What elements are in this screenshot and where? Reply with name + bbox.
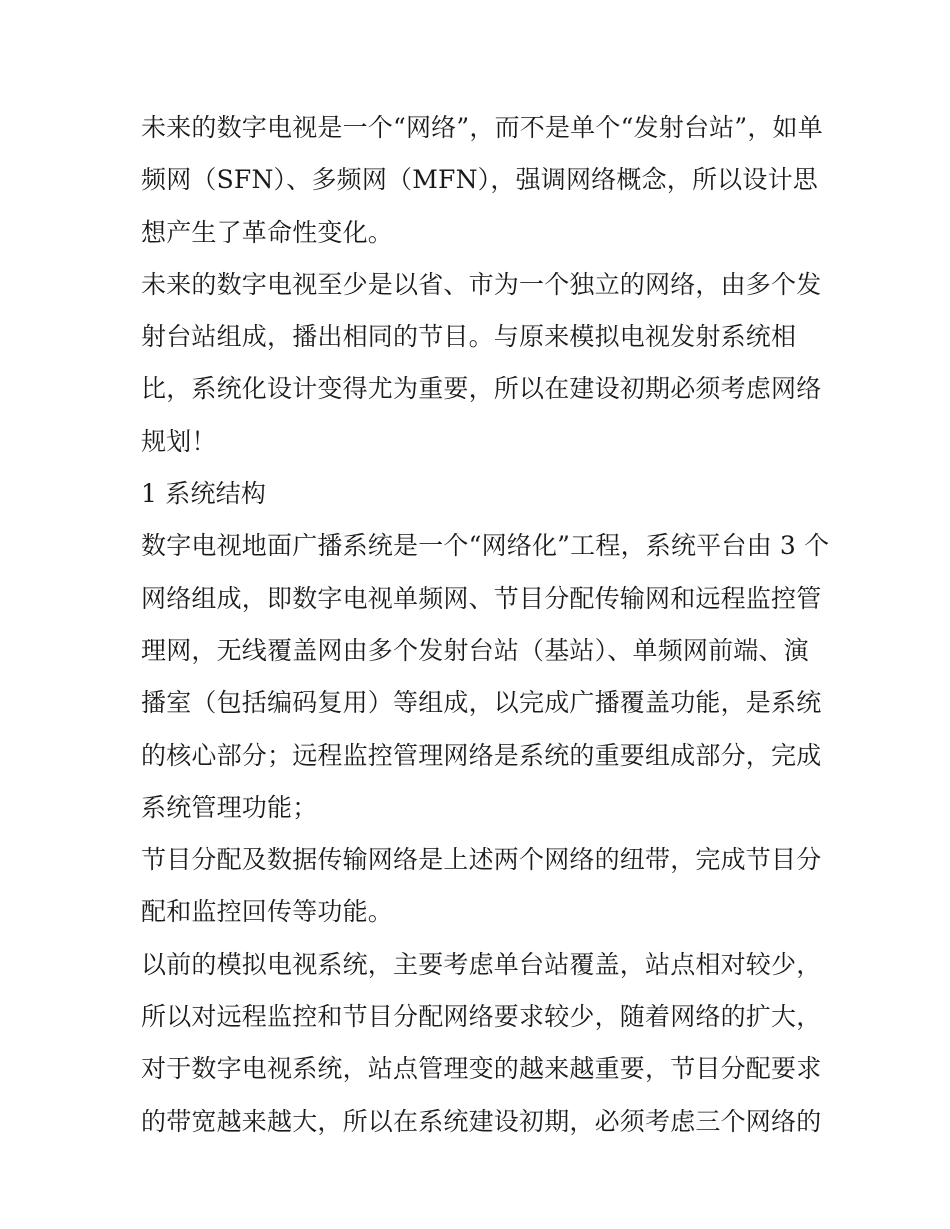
text-line-14: 系统管理功能； [141, 792, 318, 822]
text-line-13: 的核心部分；远程监控管理网络是系统的重要组成部分，完成 [141, 740, 822, 770]
text-line-1: 未来的数字电视是一个“网络”，而不是单个“发射台站”，如单 [141, 113, 823, 142]
text-line-17: 以前的模拟电视系统，主要考虑单台站覆盖，站点相对较少， [141, 949, 822, 979]
text-line-16: 配和监控回传等功能。 [141, 897, 394, 927]
section-heading: 1 系统结构 [141, 479, 267, 509]
text-line-20: 的带宽越来越大，所以在系统建设初期，必须考虑三个网络的 [141, 1106, 822, 1136]
text-line-6: 比，系统化设计变得尤为重要，所以在建设初期必须考虑网络 [141, 374, 822, 404]
text-line-19: 对于数字电视系统，站点管理变的越来越重要，节目分配要求 [141, 1054, 822, 1084]
text-line-18: 所以对远程监控和节目分配网络要求较少，随着网络的扩大， [141, 1002, 822, 1032]
text-line-4: 未来的数字电视至少是以省、市为一个独立的网络，由多个发 [141, 269, 822, 299]
document-page [141, 102, 830, 1148]
text-line-9: 数字电视地面广播系统是一个“网络化”工程，系统平台由 3 个 [141, 531, 830, 561]
text-line-12: 播室（包括编码复用）等组成，以完成广播覆盖功能，是系统 [141, 688, 822, 718]
text-line-5: 射台站组成，播出相同的节目。与原来模拟电视发射系统相 [141, 322, 797, 352]
text-line-15: 节目分配及数据传输网络是上述两个网络的纽带，完成节目分 [141, 845, 822, 875]
text-line-3: 想产生了革命性变化。 [141, 217, 394, 247]
text-line-7: 规划！ [141, 426, 217, 456]
text-line-11: 理网，无线覆盖网由多个发射台站（基站）、单频网前端、演 [141, 635, 809, 665]
text-line-10: 网络组成，即数字电视单频网、节目分配传输网和远程监控管 [141, 583, 822, 613]
text-line-2: 频网（SFN）、多频网（MFN），强调网络概念，所以设计思 [141, 165, 818, 195]
